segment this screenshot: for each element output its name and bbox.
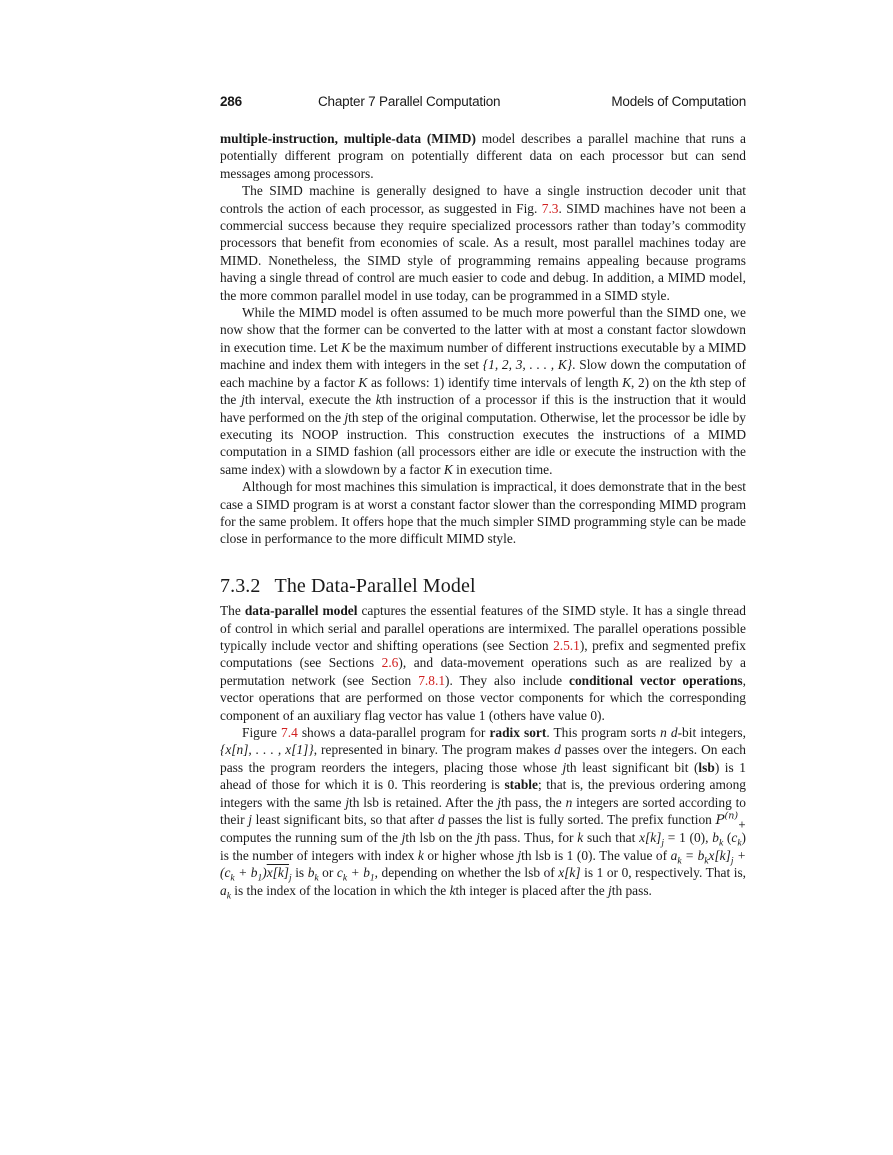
math-expression [731,830,742,850]
math-var: x[k] [266,865,290,881]
math-var: P [715,813,725,829]
math-var: k [417,847,424,863]
math-var: b [250,865,258,881]
paragraph-text: captures the essential features of the SIMD style. It has a single thread of control in which serial and parallel operations are intermixed. The parallel operations possible typically include vector and shifting operations (see Section [220,603,746,653]
paragraph-text: . SIMD machines have not been a commercial success because they require specialized processors rather than today’s commodity processors that benefit from economies of scale. As a result, most parallel machines today are MIMD. Nonetheless, the SIMD style of programming remains appealing because programs having a single thread of control are much easier to code and debug. In addition, a MIMD model, the more common parallel model in use today, can be programmed in a SIMD style. [220,200,746,303]
paragraph-text: least significant bits, so that after [251,812,438,828]
math-var: c [224,865,231,881]
math-var: d [437,812,445,828]
paragraph-text: , vector operations that are performed on those vector components for which the corresponding component of an auxiliary flag vector has value 1 (others have value 0). [220,672,747,723]
paragraph-text: or [318,865,337,881]
running-section-title: Models of Computation [611,94,746,109]
term-stable: stable [504,777,538,793]
math-expression [639,830,665,850]
math-var: x[k] [639,830,662,846]
term-data-parallel-model: data-parallel model [244,603,358,619]
math-var: j [344,409,349,425]
math-prefix-function [715,810,747,831]
paragraph-text: The [220,603,245,619]
paragraph-mimd-definition [220,130,746,182]
paragraph-text: ). They also include [445,672,569,688]
paragraph-text: , represented in binary. The program makes [313,742,555,758]
paragraph-text: or higher whose [423,847,518,863]
math-var: j [607,882,612,898]
math-var: k [689,374,696,390]
math-var: b [307,865,315,881]
chapter-title: Chapter 7 Parallel Computation [318,94,501,109]
math-subscript: 1 [369,873,375,884]
math-subscript: k [718,839,724,850]
paragraph-text: th integer is placed after the [455,882,608,898]
paragraph-data-parallel-model [220,602,746,724]
math-var: b [697,847,705,863]
math-operator: = [681,847,698,863]
paragraph-simulation-impractical: Although for most machines this simulation is impractical, it does demonstrate that in the best case a SIMD program is at worst a constant factor slower than the corresponding MIMD program for the same problem. It offers hope that the much simpler SIMD programming style can be made close in performance to the more difficult MIMD style. [220,479,746,547]
paragraph-text: = 1 (0), [664,830,713,846]
paragraph-text: integers are sorted according to their [220,794,746,828]
math-operator: + [234,865,251,881]
math-var: j [497,794,501,810]
math-var: j [562,759,567,775]
section-number: 7.3.2 [220,574,261,597]
paragraph-text: passes the list is fully sorted. The prefix function [444,812,716,828]
paragraph-text: , 2) on the [631,374,690,390]
math-subscript: j [661,839,665,850]
math-subscript: k [677,856,682,867]
math-var: c [336,865,343,881]
math-expression [712,830,724,850]
paragraph-text: computes the running sum of the [220,830,402,846]
math-var: x[k] [708,847,731,863]
paragraph-text: is the number of integers with index [220,847,418,863]
section-ref-link[interactable]: 7.8.1 [418,672,446,688]
math-var: j [345,794,350,810]
math-var: k [449,882,456,898]
math-var: k [577,830,584,846]
paragraph-text: ) is 1 ahead of those for which it is 0. This reordering is [220,759,746,793]
section-ref-link[interactable]: 2.5.1 [553,637,580,653]
math-var: k [375,392,382,408]
math-set: {1, 2, 3, . . . , K} [482,357,573,373]
math-var: j [517,847,522,863]
section-title: The Data-Parallel Model [274,574,476,597]
figure-ref-link[interactable]: 7.3 [541,200,559,216]
paragraph-text: . Slow down the computation of each machine by a factor [220,357,746,390]
math-operator: + [347,865,364,881]
math-var: j [248,812,252,828]
paragraph-text: th pass. Thus, for [479,830,578,846]
paragraph-text: as follows: 1) identify time intervals of length [367,374,623,390]
term-mimd: multiple-instruction, multiple-data (MIMD) [220,131,476,146]
paragraph-simd-machine [220,182,746,304]
math-subscript: k [230,873,235,884]
figure-ref-link[interactable]: 7.4 [281,725,298,740]
paragraph-text: th step of the [220,374,746,408]
math-var: K [443,461,453,477]
body-text [220,130,747,902]
math-subscript: 1 [257,873,263,884]
math-subscript: k [226,891,231,902]
term-radix-sort: radix sort [489,725,547,740]
math-var: b [712,830,719,846]
running-header [220,94,746,118]
math-operator: + ( [220,847,747,881]
math-var: j [476,830,480,846]
math-subscript: k [704,856,709,867]
paragraph-text: ; that is, the previous ordering among integers with the same [220,777,747,810]
paragraph-text: is 1 or 0, respectively. That is, [580,865,747,881]
paragraph-text: th lsb is 1 (0). The value of [521,847,671,863]
math-var: a [220,882,227,898]
paragraph-text: be the maximum number of different instructions executable by a MIMD machine and index them with integers in the set [220,339,747,373]
math-var: K [341,339,351,355]
paragraph-text: th lsb is retained. After the [349,794,498,810]
math-var: b [363,865,370,881]
term-conditional-vector-operations: conditional vector operations [569,672,743,688]
paragraph-text: -bit integers, [677,725,746,740]
paragraph-text: shows a data-parallel program for [297,725,490,740]
paragraph-mimd-to-simd [220,304,746,478]
term-lsb: lsb [698,759,715,775]
paragraph-text: The SIMD machine is generally designed to have a single instruction decoder unit that controls the action of each processor, as suggested in Fig. [220,183,746,216]
paragraph-text: model describes a parallel machine that runs a potentially different program on potentially different data on each processor but can send messages among processors. [220,131,746,181]
paragraph-text: . This program sorts [546,725,661,740]
math-subscript: j [289,873,292,884]
paragraph-text: ), prefix and segmented prefix computations (see Sections [220,637,746,671]
math-var: K [358,374,368,390]
math-var: d [670,725,678,740]
paragraph-text: , depending on whether the lsb of [374,865,559,881]
math-set: {x[n], . . . , x[1]} [220,742,314,758]
math-var: n [660,725,667,740]
math-var: K [622,374,632,390]
paragraph-text: th instruction of a processor if this is the instruction that it would have performed on the [220,392,747,425]
paragraph-text: such that [583,830,640,846]
math-expression [336,865,375,884]
paragraph-text: th interval, execute the [244,392,376,408]
section-ref-link[interactable]: 2.6 [381,655,399,671]
math-subscript: k [342,873,348,884]
math-var: d [554,742,561,758]
math-subscript: j [730,856,734,867]
math-operator: ) [262,865,267,881]
paragraph-text: th pass. [611,882,652,898]
page-number: 286 [220,94,242,109]
paragraph-text: th pass, the [500,794,566,810]
math-subscript: k [737,839,742,850]
math-expression [220,882,231,902]
math-var: j [401,830,406,846]
paragraph-text: th step of the original computation. Otherwise, let the processor be idle by executing its NOOP instruction. This construction executes the instructions of a MIMD computation in a SIMD fashion (all processors either are idle or execute the instruction with the same index) with a slowdown by a factor [220,409,747,477]
math-var: c [731,830,738,846]
math-var: x[k] [558,865,581,881]
section-heading [220,574,746,597]
math-subscript: k [314,873,319,884]
paragraph-text: ), and data-movement operations such as are realized by a permutation network (see Section [220,655,746,688]
paragraph-text: in execution time. [452,461,553,477]
math-expression [307,865,319,884]
math-superscript: (n) [724,810,739,822]
math-var: n [565,794,573,810]
paragraph-text: passes over the integers. On each pass the program reorders the integers, placing those whose [220,742,746,775]
math-var: a [670,847,678,863]
paragraph-text: Figure [242,725,282,740]
paragraph-text: th lsb on the [405,830,477,846]
math-complement [267,865,289,880]
paragraph-text: is [291,865,308,881]
paragraph-text: th least significant bit ( [566,759,699,775]
paragraph-text: While the MIMD model is often assumed to be much more powerful than the SIMD one, we now show that the former can be converted to the latter with at most a constant factor slowdown in execution time. Let [220,305,746,355]
paragraph-text: is the index of the location in which the [230,882,450,898]
page [220,94,747,902]
math-subscript: + [738,819,747,831]
paragraph-radix-sort: Figure 7.4 shows a data-parallel program for radix sort. This program sorts n d-bit integers, {x[n], . . . , x[1]}, represented in binary. The program makes d passes over the integers. On each pass the program reorders the integers, placing those whose jth least significant bit (lsb) is 1 ahead of those for which it is 0. This reordering is stable; that is, the previous ordering among integers with the same jth lsb is retained. After the jth pass, the n integers are sorted according to their j least significant bits, so that after d passes the list is fully sorted. The prefix function $P^{(n)}_+$ computes the running sum of the jth lsb on the jth pass. Thus, for k such that $x[k]_j = 1$ (0), $b_k$ $(c_k)$ is the number of integers with index k or higher whose jth lsb is 1 (0). The value of $a_k = b_kx[k]_j + (c_k + b_1)x[k]_j$ is $b_k$ or $c_k + b_1$, depending on whether the lsb of x[k] is 1 or 0, respectively. That is, $a_k$ is the index of the location in which the kth integer is placed after the jth pass. [220,725,747,902]
math-var: j [241,392,245,408]
